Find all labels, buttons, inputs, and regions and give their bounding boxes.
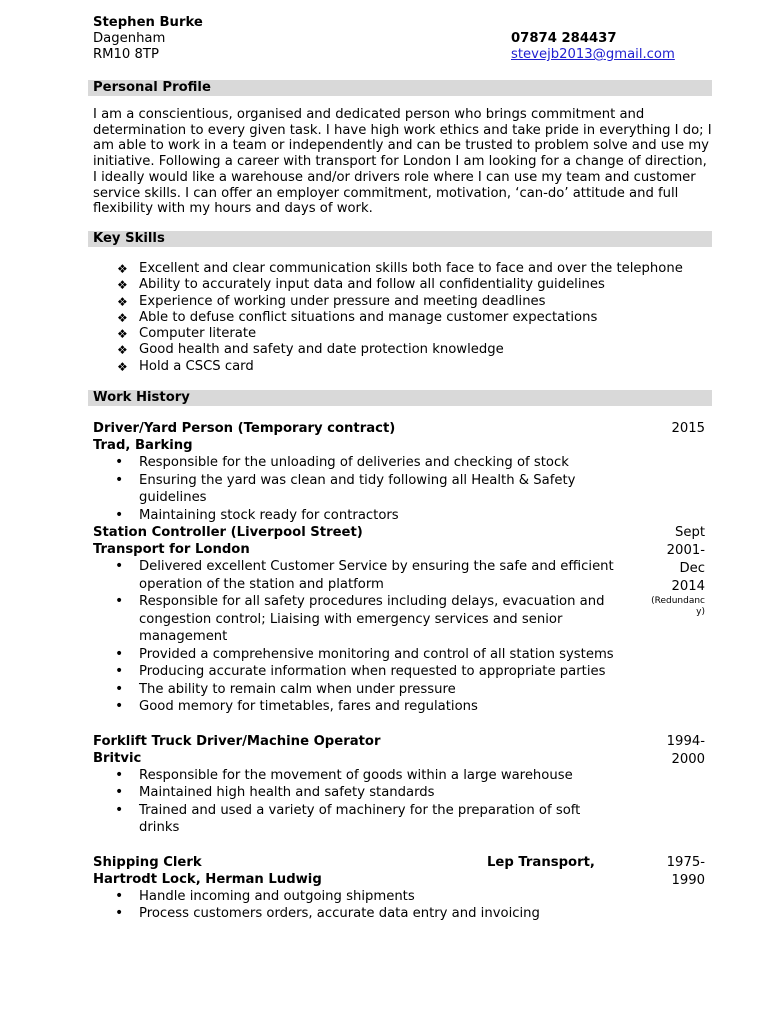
- job-duties: [93, 888, 712, 923]
- candidate-phone: 07874 284437: [511, 31, 617, 46]
- skill-item: ❖ Ability to accurately input data and follow all confidentiality guidelines: [117, 277, 605, 293]
- section-heading-work: Work History: [88, 390, 712, 406]
- duty-item: • Delivered excellent Customer Service by ensuring the safe and efficient operation of the station and platform: [115, 558, 614, 592]
- duty-item: • Producing accurate information when requested to appropriate parties: [115, 663, 606, 679]
- bullet-dot-icon: •: [115, 698, 124, 714]
- job-entry: [93, 854, 712, 923]
- job-title-row: [93, 854, 712, 871]
- profile-text: I am a conscientious, organised and dedicated person who brings commitment and determination to every given task. I have high work ethics and take pride in everything I do; I am able to work in a team or independently and can be trusted to problem solve and use my initiative. Following a career with transport for London I am looking for a change of direction, I ideally would like a warehouse and/or drivers role where I can use my team and customer service skills. I can offer an employer commitment, motivation, ‘can-do’ attitude and full flexibility with my hours and days of work.: [93, 107, 712, 217]
- bullet-dot-icon: •: [115, 887, 124, 904]
- diamond-bullet-icon: ❖: [117, 261, 128, 276]
- candidate-email-link[interactable]: stevejb2013@gmail.com: [511, 47, 675, 62]
- duty-item: • Responsible for the movement of goods within a large warehouse: [115, 766, 573, 783]
- duty-item: • Responsible for all safety procedures including delays, evacuation and congestion control; Liaising with emergency services and senior management: [115, 593, 605, 644]
- job-employer-continued: Hartrodt Lock, Herman Ludwig: [93, 871, 322, 887]
- candidate-town: Dagenham: [93, 31, 166, 46]
- contact-header: [93, 15, 712, 65]
- duty-item: • Provided a comprehensive monitoring and control of all station systems: [115, 645, 614, 662]
- job-title: Station Controller (Liverpool Street): [93, 525, 363, 540]
- duty-item: • Ensuring the yard was clean and tidy following all Health & Safety guidelines: [115, 471, 576, 505]
- job-employer: Lep Transport,: [487, 854, 595, 870]
- contact-right: [511, 31, 675, 63]
- skill-item: ❖ Experience of working under pressure and meeting deadlines: [117, 293, 546, 309]
- bullet-dot-icon: •: [115, 784, 124, 800]
- diamond-bullet-icon: ❖: [117, 294, 128, 309]
- job-duties: [93, 767, 712, 837]
- candidate-name: Stephen Burke: [93, 15, 203, 30]
- job-date: 1994- 2000: [666, 733, 705, 767]
- diamond-bullet-icon: ❖: [117, 343, 128, 358]
- job-duties: [93, 558, 712, 716]
- candidate-postcode: RM10 8TP: [93, 47, 159, 62]
- skill-item: ❖ Excellent and clear communication skills both face to face and over the telephone: [117, 260, 683, 276]
- contact-left: [93, 15, 203, 63]
- job-employer: Trad, Barking: [93, 438, 193, 453]
- duty-item: • Responsible for the unloading of deliveries and checking of stock: [115, 454, 569, 470]
- duty-item: • Maintained high health and safety standards: [115, 784, 435, 800]
- bullet-dot-icon: •: [115, 905, 124, 921]
- duty-item: • The ability to remain calm when under pressure: [115, 680, 456, 697]
- job-date: 1975- 1990: [666, 854, 705, 888]
- bullet-dot-icon: •: [115, 801, 124, 818]
- bullet-dot-icon: •: [115, 471, 124, 488]
- section-heading-skills: Key Skills: [88, 231, 712, 247]
- diamond-bullet-icon: ❖: [117, 310, 128, 325]
- bullet-dot-icon: •: [115, 663, 124, 679]
- diamond-bullet-icon: ❖: [117, 327, 128, 342]
- job-date: Sept 2001- Dec 2014 (Redundanc y): [651, 525, 705, 617]
- job-title: Forklift Truck Driver/Machine Operator: [93, 733, 381, 749]
- skill-item: ❖ Able to defuse conflict situations and manage customer expectations: [117, 309, 598, 325]
- skill-item: ❖ Hold a CSCS card: [117, 358, 254, 374]
- job-employer: Britvic: [93, 750, 142, 766]
- job-duties: [93, 454, 712, 524]
- job-entry: [93, 733, 712, 837]
- bullet-dot-icon: •: [115, 558, 124, 574]
- duty-item: • Handle incoming and outgoing shipments: [115, 887, 415, 904]
- job-employer: Transport for London: [93, 542, 250, 557]
- bullet-dot-icon: •: [115, 593, 124, 609]
- job-title: Shipping Clerk: [93, 854, 202, 870]
- job-entry: [93, 524, 712, 716]
- job-date: 2015: [671, 421, 705, 436]
- bullet-dot-icon: •: [115, 766, 124, 783]
- job-entry: [93, 420, 712, 524]
- job-date-note: (Redundanc: [651, 596, 705, 606]
- duty-item: • Maintaining stock ready for contractors: [115, 506, 399, 523]
- bullet-dot-icon: •: [115, 506, 124, 523]
- duty-item: • Good memory for timetables, fares and regulations: [115, 698, 478, 714]
- bullet-dot-icon: •: [115, 454, 124, 470]
- duty-item: • Process customers orders, accurate data entry and invoicing: [115, 905, 540, 921]
- diamond-bullet-icon: ❖: [117, 359, 128, 374]
- skill-item: ❖ Good health and safety and date protection knowledge: [117, 342, 504, 358]
- skill-item: ❖ Computer literate: [117, 326, 257, 342]
- section-heading-profile: Personal Profile: [88, 80, 712, 96]
- duty-item: • Trained and used a variety of machinery for the preparation of soft drinks: [115, 801, 581, 835]
- bullet-dot-icon: •: [115, 645, 124, 662]
- skills-list: [93, 261, 712, 375]
- diamond-bullet-icon: ❖: [117, 278, 128, 293]
- bullet-dot-icon: •: [115, 680, 124, 697]
- cv-page: [93, 15, 712, 923]
- job-title: Driver/Yard Person (Temporary contract): [93, 421, 396, 436]
